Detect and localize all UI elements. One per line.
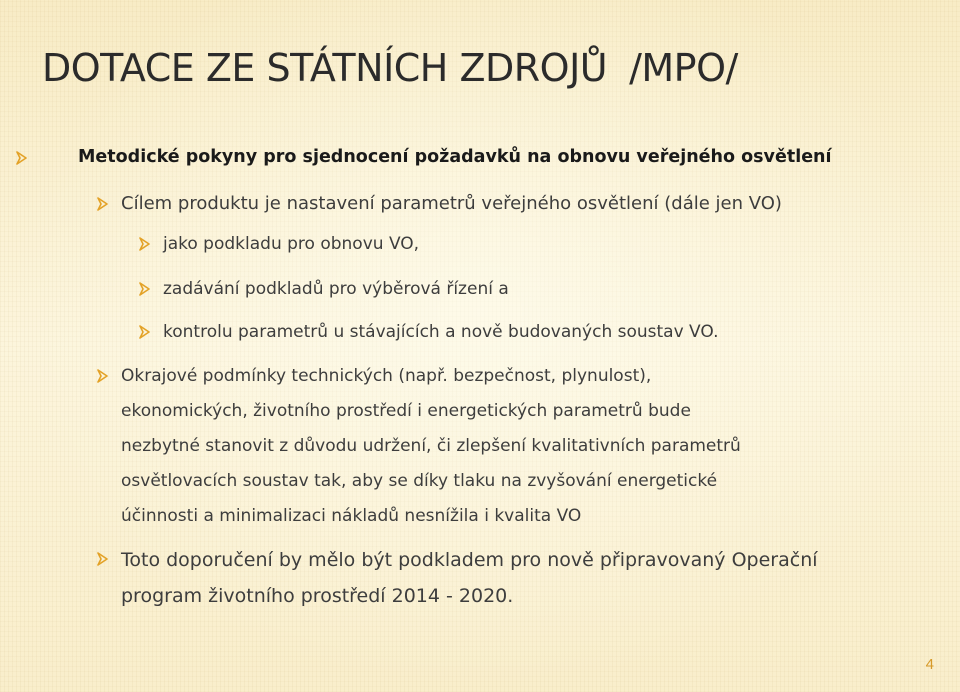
arrow-bullet-icon bbox=[97, 197, 111, 211]
arrow-bullet-icon bbox=[139, 325, 153, 339]
bullet-line: nezbytné stanovit z důvodu udržení, či zlepšení kvalitativních parametrů bbox=[121, 436, 741, 456]
title-main: DOTACE ZE STÁTNÍCH ZDROJŮ bbox=[42, 46, 608, 90]
bullet-line: program životního prostředí 2014 - 2020. bbox=[121, 585, 514, 607]
bullet-item bbox=[78, 140, 832, 175]
bullet-line: účinnosti a minimalizaci nákladů nesnížila i kvalita VO bbox=[121, 506, 582, 526]
sub-bullet-item bbox=[163, 311, 718, 353]
sub-bullet-item bbox=[163, 223, 419, 265]
bullet-line: ekonomických, životního prostředí i energetických parametrů bude bbox=[121, 401, 691, 421]
bullet-text: Metodické pokyny pro sjednocení požadavků na obnovu veřejného osvětlení bbox=[78, 147, 832, 167]
slide-title bbox=[42, 44, 738, 92]
title-suffix: /MPO/ bbox=[629, 46, 738, 90]
bullet-line: Okrajové podmínky technických (např. bezpečnost, plynulost), bbox=[121, 366, 652, 386]
bullet-line: Toto doporučení by mělo být podkladem pro nově připravovaný Operační bbox=[121, 549, 818, 571]
bullet-text: Cílem produktu je nastavení parametrů veřejného osvětlení (dále jen VO) bbox=[121, 193, 782, 214]
sub-bullet-item bbox=[163, 268, 509, 310]
bullet-item bbox=[121, 186, 782, 221]
bullet-text: zadávání podkladů pro výběrová řízení a bbox=[163, 279, 509, 299]
bullet-item bbox=[121, 542, 818, 614]
bullet-text: jako podkladu pro obnovu VO, bbox=[163, 234, 420, 254]
arrow-bullet-icon bbox=[139, 237, 153, 251]
bullet-item bbox=[121, 359, 741, 534]
arrow-bullet-icon bbox=[97, 369, 111, 383]
arrow-bullet-icon bbox=[16, 151, 30, 165]
arrow-bullet-icon bbox=[97, 552, 111, 566]
arrow-bullet-icon bbox=[139, 282, 153, 296]
bullet-text: kontrolu parametrů u stávajících a nově budovaných soustav VO. bbox=[163, 322, 719, 342]
bullet-line: osvětlovacích soustav tak, aby se díky tlaku na zvyšování energetické bbox=[121, 471, 718, 491]
page-number: 4 bbox=[925, 656, 934, 673]
